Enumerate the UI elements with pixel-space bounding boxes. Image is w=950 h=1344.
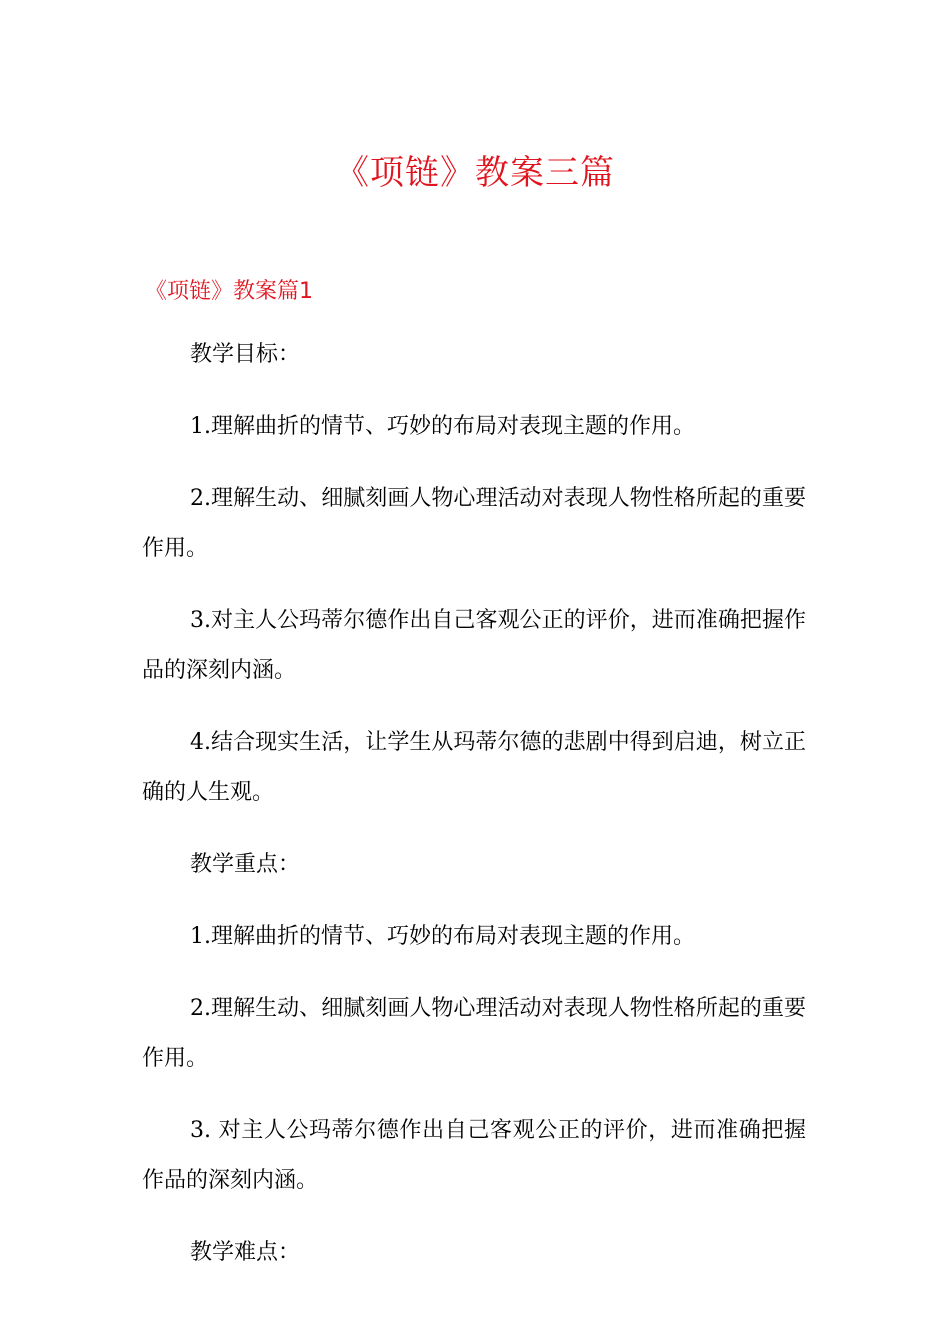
paragraph-key-point-2: 2.理解生动、细腻刻画人物心理活动对表现人物性格所起的重要作用。	[142, 996, 806, 1071]
section-heading: 《项链》教案篇1	[145, 279, 313, 304]
paragraph-teaching-goals-label: 教学目标：	[190, 342, 301, 367]
paragraph-key-points-label: 教学重点：	[190, 852, 301, 877]
paragraph-key-point-1: 1.理解曲折的情节、巧妙的布局对表现主题的作用。	[190, 924, 695, 949]
paragraph-goal-3: 3.对主人公玛蒂尔德作出自己客观公正的评价，进而准确把握作品的深刻内涵。	[142, 608, 806, 683]
paragraph-goal-4: 4.结合现实生活，让学生从玛蒂尔德的悲剧中得到启迪，树立正确的人生观。	[142, 730, 806, 805]
paragraph-key-point-3: 3. 对主人公玛蒂尔德作出自己客观公正的评价，进而准确把握作品的深刻内涵。	[142, 1118, 806, 1193]
document-body	[142, 330, 806, 1300]
document-title: 《项链》教案三篇	[335, 153, 615, 193]
paragraph-difficulties-label: 教学难点：	[190, 1240, 301, 1265]
paragraph-goal-2: 2.理解生动、细腻刻画人物心理活动对表现人物性格所起的重要作用。	[142, 486, 806, 561]
paragraph-goal-1: 1.理解曲折的情节、巧妙的布局对表现主题的作用。	[190, 414, 695, 439]
